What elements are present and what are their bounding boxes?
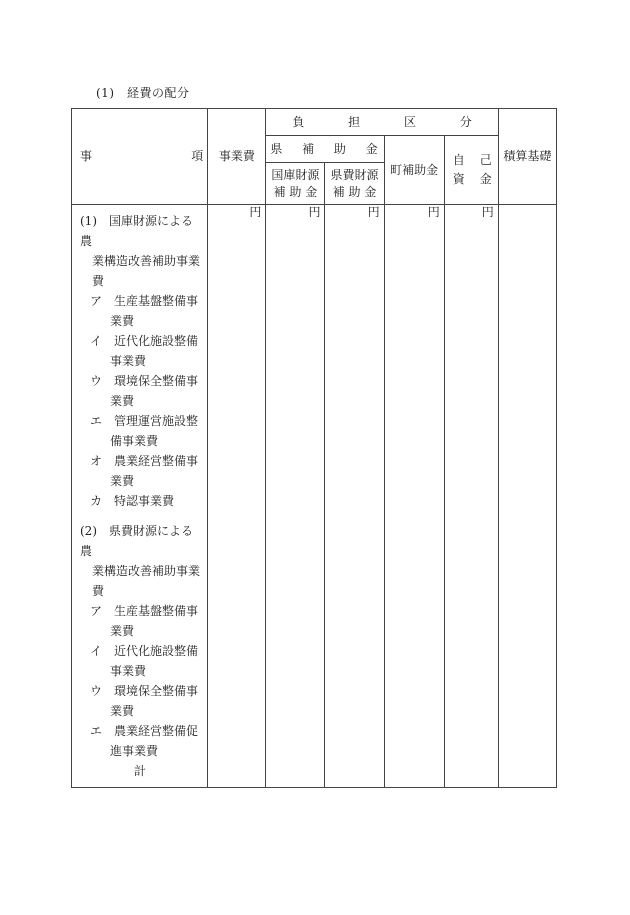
header-cost: 事業費 <box>208 109 266 205</box>
list-item: エ 管理運営施設整 備事業費 <box>90 414 199 448</box>
list-item: イ 近代化施設整備 事業費 <box>90 644 199 678</box>
town-subsidy-column <box>384 205 444 788</box>
basis-column <box>498 205 556 788</box>
list-item: (2) 県費財源による農 業構造改善補助事業 費 <box>80 524 201 598</box>
header-burden-category: 負 担 区 分 <box>266 109 498 136</box>
list-item: ウ 環境保全整備事 業費 <box>90 684 199 718</box>
list-item: オ 農業経営整備事 業費 <box>90 454 199 488</box>
own-funds-column <box>444 205 498 788</box>
list-item: カ 特認事業費 <box>90 494 175 508</box>
national-subsidy-column <box>266 205 325 788</box>
header-own-funds: 自 己 資 金 <box>444 136 498 205</box>
header-prefecture-subsidy: 県 補 助 金 <box>266 136 384 163</box>
header-prefectural-fund-subsidy: 県費財源 補 助 金 <box>325 163 384 205</box>
list-item: ウ 環境保全整備事 業費 <box>90 374 199 408</box>
total-label: 計 <box>134 764 147 778</box>
yen-unit: 円 <box>367 205 380 219</box>
yen-unit: 円 <box>308 205 321 219</box>
yen-unit: 円 <box>249 205 262 219</box>
list-item: (1) 国庫財源による農 業構造改善補助事業 費 <box>80 214 201 288</box>
header-town-subsidy: 町補助金 <box>384 136 444 205</box>
list-item: イ 近代化施設整備 事業費 <box>90 334 199 368</box>
header-basis: 積算基礎 <box>498 109 556 205</box>
header-item: 事 項 <box>72 109 208 205</box>
expense-allocation-table <box>71 108 557 788</box>
prefectural-subsidy-column <box>325 205 384 788</box>
header-national-subsidy: 国庫財源 補 助 金 <box>266 163 325 205</box>
list-item: エ 農業経営整備促 進事業費 <box>90 724 199 758</box>
yen-unit: 円 <box>427 205 440 219</box>
items-column <box>72 205 208 788</box>
cost-column <box>208 205 266 788</box>
list-item: ア 生産基盤整備事 業費 <box>90 294 199 328</box>
list-item: ア 生産基盤整備事 業費 <box>90 604 199 638</box>
yen-unit: 円 <box>481 205 494 219</box>
section-title: (1) 経費の配分 <box>96 86 190 100</box>
